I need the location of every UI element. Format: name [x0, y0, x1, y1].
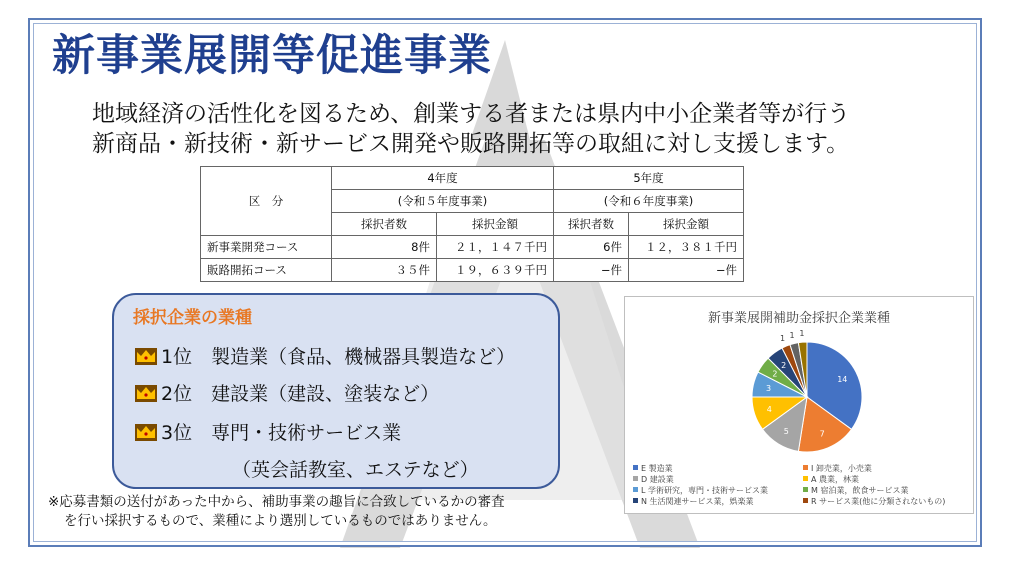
rank-label: 1位	[161, 346, 193, 368]
page-title: 新事業展開等促進事業	[52, 31, 492, 81]
cell-count: 6件	[554, 236, 629, 259]
pie-data-label: 14	[837, 375, 848, 385]
pie-data-label: 1	[779, 333, 786, 343]
rank-label: 3位	[161, 422, 193, 444]
legend-item: M 宿泊業，飲食サービス業	[803, 485, 908, 496]
crown-icon	[135, 348, 157, 365]
note-line-1: ※応募書類の送付があった中から、補助事業の趣旨に合致しているかの審査	[48, 494, 505, 510]
table-header-kubun: 区 分	[201, 167, 332, 236]
col-count-fy4: 採択者数	[332, 213, 437, 236]
table-header-fy5: 5年度	[554, 167, 744, 190]
legend-item: I 卸売業，小売業	[803, 463, 872, 474]
pie-data-label: 3	[765, 383, 772, 393]
cell-amount: −件	[629, 259, 744, 282]
table-row	[201, 236, 744, 259]
chart-title: 新事業展開補助金採択企業業種	[707, 311, 890, 326]
industry-heading: 採択企業の業種	[133, 308, 252, 328]
rank-item-1	[135, 342, 515, 369]
cell-amount: １２，３８１千円	[629, 236, 744, 259]
row-name: 新事業開発コース	[201, 236, 332, 259]
cell-count: −件	[554, 259, 629, 282]
pie-data-label: 2	[772, 369, 778, 379]
pie-data-label: 7	[819, 429, 825, 439]
crown-icon	[135, 385, 157, 402]
rank-item-3	[135, 418, 401, 445]
rank-label: 2位	[161, 383, 193, 405]
rank-3-subtext: （英会話教室、エステなど）	[232, 459, 479, 481]
table-header-fy4-sub: (令和５年度事業)	[332, 190, 554, 213]
pie-data-label: 4	[766, 405, 772, 415]
table-row	[201, 259, 744, 282]
crown-icon	[135, 424, 157, 441]
cell-count: 8件	[332, 236, 437, 259]
rank-item-2	[135, 379, 439, 406]
pie-data-label: 1	[799, 329, 805, 339]
pie-data-label: 2	[781, 360, 787, 370]
legend-item: D 建設業	[633, 474, 674, 485]
pie-chart-panel	[624, 296, 974, 514]
lead-line-1: 地域経済の活性化を図るため、創業する者または県内中小企業者等が行う	[92, 101, 851, 127]
col-amount-fy4: 採択金額	[437, 213, 554, 236]
rank-text: 専門・技術サービス業	[211, 422, 402, 444]
adoption-table	[200, 166, 744, 282]
table-header-fy5-sub: (令和６年度事業)	[554, 190, 744, 213]
cell-count: ３５件	[332, 259, 437, 282]
pie-data-label: 5	[783, 426, 789, 436]
cell-amount: ２１，１４７千円	[437, 236, 554, 259]
legend-item: R サービス業(他に分類されないもの)	[803, 496, 945, 507]
col-count-fy5: 採択者数	[554, 213, 629, 236]
col-amount-fy5: 採択金額	[629, 213, 744, 236]
rank-text: 建設業（建設、塗装など）	[211, 383, 440, 405]
row-name: 販路開拓コース	[201, 259, 332, 282]
rank-text: 製造業（食品、機械器具製造など）	[211, 346, 516, 368]
cell-amount: １９，６３９千円	[437, 259, 554, 282]
note-line-2: を行い採択するもので、業種により選別しているものではありません。	[64, 513, 497, 529]
legend-item: L 学術研究，専門・技術サービス業	[633, 485, 768, 496]
legend-item: E 製造業	[633, 463, 673, 474]
legend-item: A 農業，林業	[803, 474, 859, 485]
pie-data-label: 1	[789, 330, 795, 340]
legend-item: N 生活関連サービス業，娯楽業	[633, 496, 754, 507]
lead-line-2: 新商品・新技術・新サービス開発や販路開拓等の取組に対し支援します。	[92, 131, 850, 157]
table-header-fy4: 4年度	[332, 167, 554, 190]
lead-text	[92, 99, 850, 159]
pie-chart	[625, 325, 973, 485]
